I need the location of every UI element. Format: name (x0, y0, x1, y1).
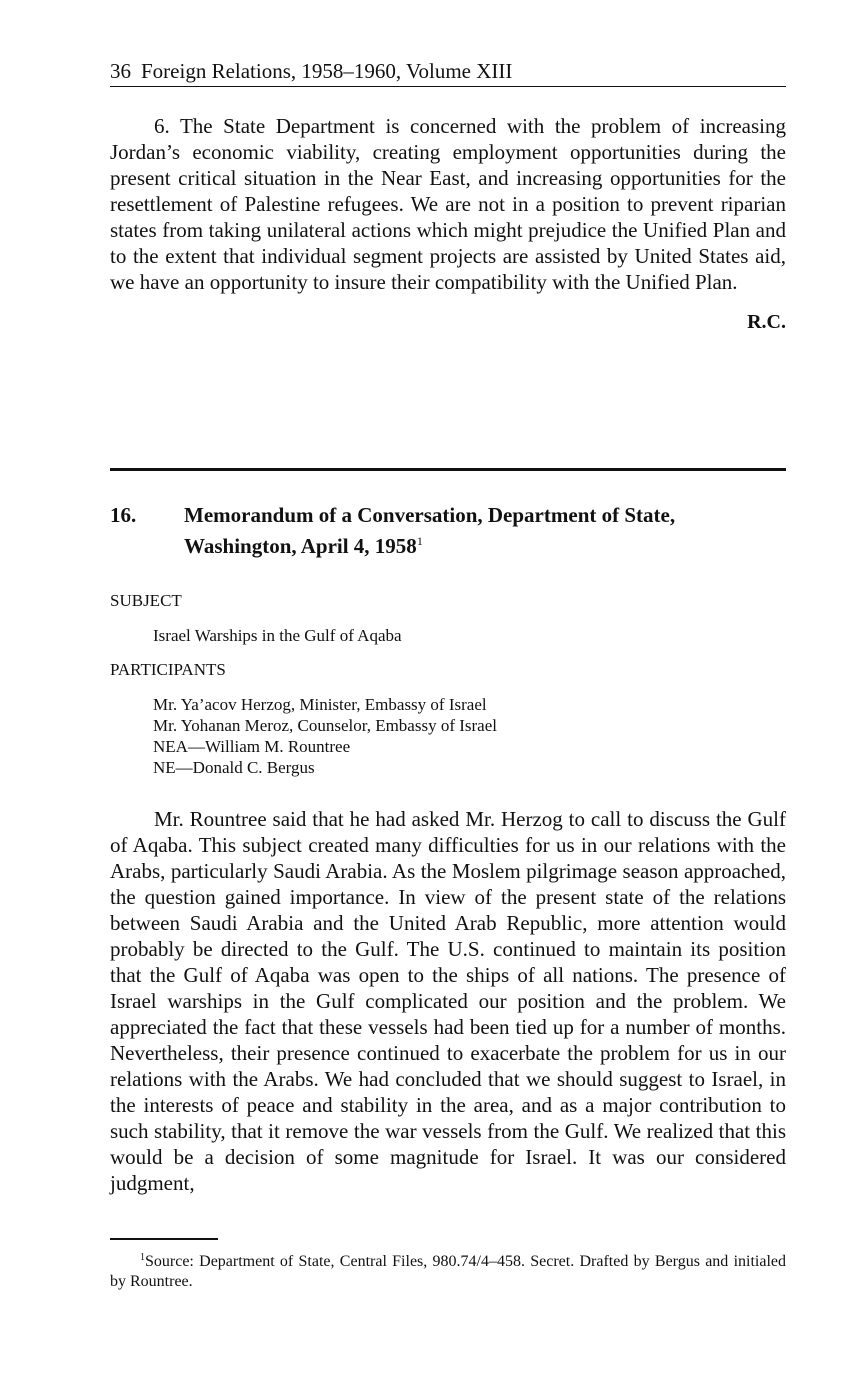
document-page (110, 58, 786, 1290)
document-number: 16. (110, 503, 137, 527)
document-title: Memorandum of a Conversation, Department of State, Washington, April 4, 1958 (184, 503, 676, 558)
footnote-text: Source: Department of State, Central Files, 980.74/4–458. Secret. Drafted by Bergus and initialed by Rountree. (110, 1253, 786, 1290)
previous-document-paragraph: 6. The State Department is concerned with the problem of increasing Jordan’s economic viability, creating employment opportunities during the present critical situation in the Near East, and increasing opportunities for the resettlement of Palestine refugees. We are not in a position to prevent riparian states from taking unilateral actions which might prejudice the Unified Plan and to the extent that individual segment projects are assisted by United States aid, we have an opportunity to insure their compatibility with the Unified Plan. (110, 114, 786, 294)
participant-item: NEA—William M. Rountree (153, 737, 351, 756)
running-header (110, 58, 786, 87)
body-paragraph: Mr. Rountree said that he had asked Mr. Herzog to call to discuss the Gulf of Aqaba. This subject created many difficulties for us in our relations with the Arabs, particularly Saudi Arabia. As the Moslem pilgrimage season approached, the question gained importance. In view of the present state of the relations between Saudi Arabia and the United Arab Republic, more attention would probably be directed to the Gulf. The U.S. continued to maintain its position that the Gulf of Aqaba was open to the ships of all nations. The presence of Israel warships in the Gulf complicated our position and the problem. We appreciated the fact that these vessels had been tied up for a number of months. Nevertheless, their presence continued to exacerbate the problem for us in our relations with the Arabs. We had concluded that we should suggest to Israel, in the interests of peace and stability in the area, and as a major contribution to such stability, that it remove the war vessels from the Gulf. We realized that this would be a decision of some magnitude for Israel. It was our considered judgment, (110, 807, 786, 1195)
footnote-marker: 1 (140, 1252, 145, 1263)
participant-item: Mr. Ya’acov Herzog, Minister, Embassy of Israel (153, 695, 487, 714)
subject-label: SUBJECT (110, 591, 182, 610)
author-initials: R.C. (747, 311, 786, 333)
footnote-reference[interactable]: 1 (416, 534, 423, 548)
participant-item: NE—Donald C. Bergus (153, 758, 315, 777)
memo-metadata (110, 590, 786, 778)
participants-label: PARTICIPANTS (110, 660, 226, 679)
memo-body (110, 806, 786, 1196)
running-title: Foreign Relations, 1958–1960, Volume XIII (141, 59, 513, 83)
participant-item: Mr. Yohanan Meroz, Counselor, Embassy of Israel (153, 716, 497, 735)
document-title-wrap (184, 502, 786, 559)
page-number: 36 (110, 59, 131, 83)
footnote-divider (110, 1238, 218, 1240)
subject-value: Israel Warships in the Gulf of Aqaba (153, 626, 402, 645)
footnote (110, 1248, 786, 1292)
document-heading (110, 502, 786, 559)
section-divider (110, 468, 786, 471)
participants-list (153, 694, 786, 778)
